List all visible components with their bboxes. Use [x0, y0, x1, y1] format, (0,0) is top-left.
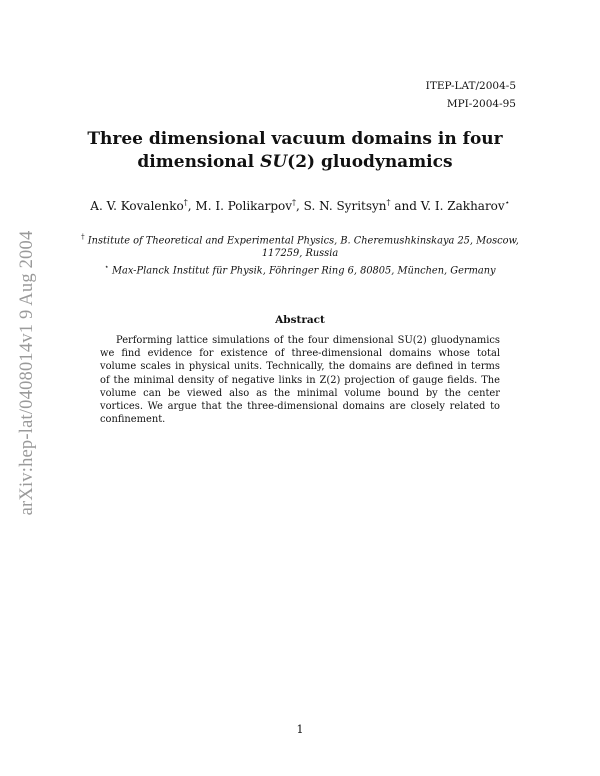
arxiv-identifier-stamp: arXiv:hep-lat/0408014v1 9 Aug 2004 — [17, 230, 37, 516]
author-name: A. V. Kovalenko — [90, 199, 184, 213]
title-math-arg: (2) — [287, 152, 316, 172]
affiliation-itep — [70, 231, 530, 260]
abstract-heading: Abstract — [275, 314, 325, 326]
author-affil-mark: † — [183, 198, 188, 207]
affiliation-text: Max-Planck Institut für Physik, Föhringer Ring 6, 80805, München, Germany — [108, 265, 496, 277]
author-name: M. I. Polikarpov — [195, 199, 293, 213]
affiliation-mark: ⋆ — [104, 263, 109, 271]
affiliation-mpi — [70, 261, 530, 277]
affiliation-mark: † — [81, 233, 85, 241]
author-separator: , — [187, 199, 196, 213]
title-math-su: SU — [260, 152, 288, 172]
author-name: V. I. Zakharov — [420, 199, 505, 213]
title-line-2-pre: dimensional — [137, 152, 261, 172]
author-name: S. N. Syritsyn — [303, 199, 387, 213]
author-list — [60, 198, 540, 213]
author-affil-mark: ⋆ — [504, 198, 510, 207]
report-number-1: ITEP-LAT/2004-5 — [425, 80, 516, 92]
title-line-1: Three dimensional vacuum domains in four — [87, 129, 503, 149]
author-separator: , — [296, 199, 304, 213]
paper-title — [80, 128, 510, 174]
title-line-2-post: gluodynamics — [315, 152, 453, 172]
report-number-2: MPI-2004-95 — [446, 98, 516, 110]
abstract-text: Performing lattice simulations of the four dimensional SU(2) gluodynamics we find evidence for existence of three-dimensional domains whose total volume scales in physical units. Technically, the domains are defined in terms of the minimal density of negative links in Z(2) projection of gauge fields. The volume can be viewed also as the minimal volume bound by the center vortices. We argue that the three-dimensional domains are closely related to confinement. — [100, 335, 500, 426]
author-affil-mark: † — [386, 198, 391, 207]
page-number: 1 — [296, 723, 304, 736]
title-line-2 — [80, 151, 510, 174]
affiliation-text: Institute of Theoretical and Experimental Physics, B. Cheremushkinskaya 25, Moscow, 117259, Russia — [84, 235, 519, 260]
author-separator: and — [390, 199, 421, 213]
author-affil-mark: † — [292, 198, 297, 207]
